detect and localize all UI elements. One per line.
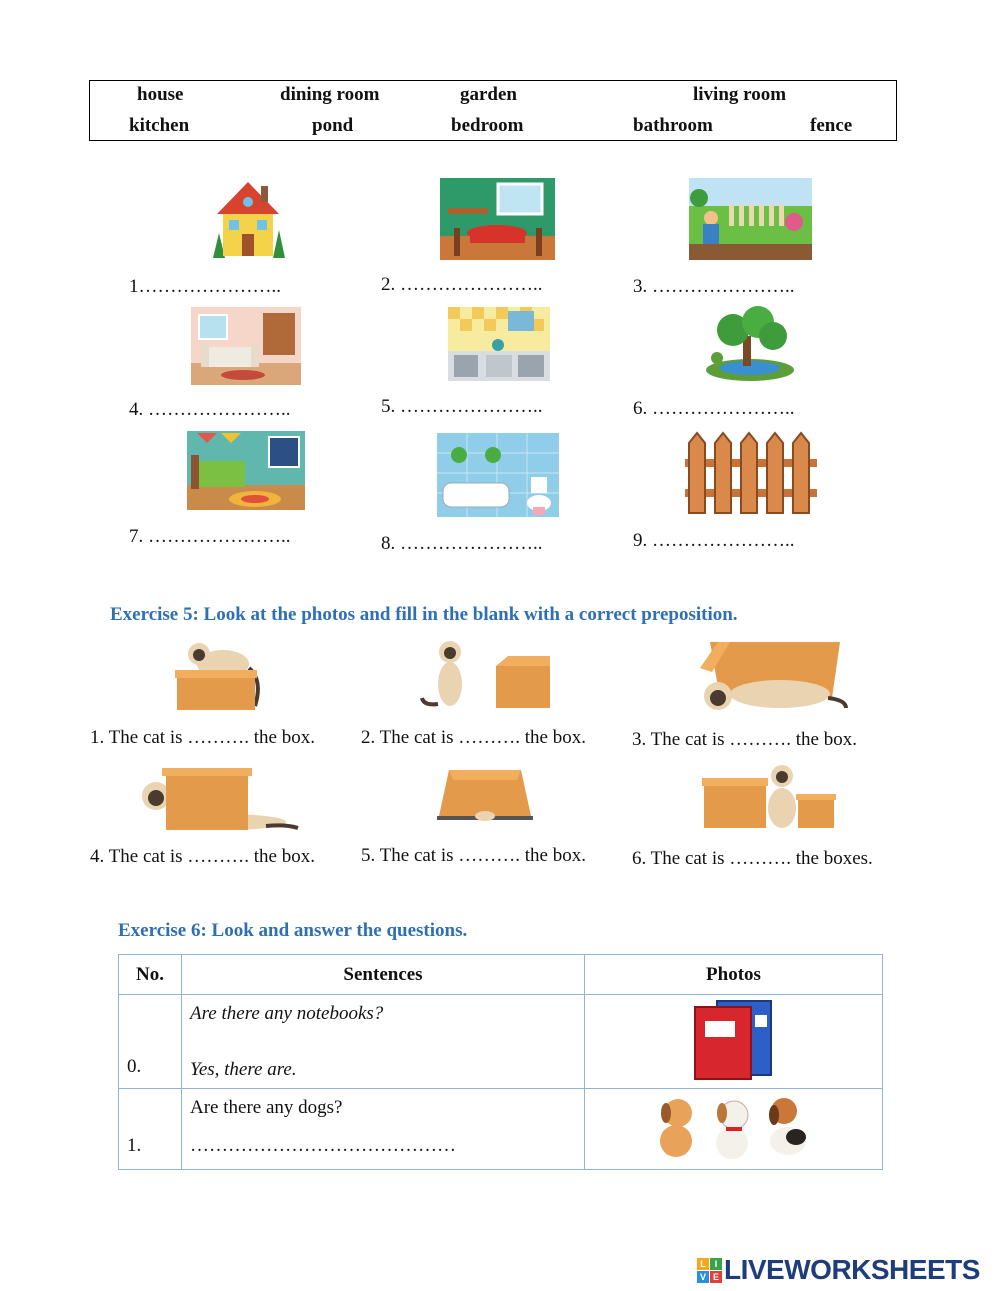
bathroom-picture	[437, 433, 559, 517]
room-label-3[interactable]: 3. …………………..	[633, 276, 795, 297]
house-picture	[209, 178, 287, 258]
word-dining-room: dining room	[280, 84, 380, 105]
living-room-picture	[191, 307, 301, 385]
header-sentences: Sentences	[182, 955, 585, 995]
garden-picture	[689, 178, 812, 260]
kitchen-picture	[448, 307, 550, 381]
row-0-photo	[585, 995, 883, 1089]
table-row	[119, 1089, 883, 1170]
exercise5-sentence-1[interactable]: 1. The cat is ………. the box.	[90, 727, 315, 748]
row-1-question: Are there any dogs?	[190, 1097, 343, 1118]
cat-in-box-picture	[175, 640, 265, 712]
room-label-7[interactable]: 7. …………………..	[129, 526, 291, 547]
word-kitchen: kitchen	[129, 115, 190, 136]
cat-next-to-box-picture	[420, 640, 552, 710]
row-0-no: 0.	[119, 995, 182, 1089]
liveworksheets-logo	[697, 1254, 980, 1286]
room-label-2[interactable]: 2. …………………..	[381, 274, 543, 295]
cat-inside-box-picture	[437, 768, 533, 824]
exercise5-sentence-6[interactable]: 6. The cat is ………. the boxes.	[632, 848, 873, 869]
word-house: house	[137, 84, 184, 105]
room-label-9[interactable]: 9. …………………..	[633, 530, 795, 551]
row-1-answer-blank[interactable]: ……………………………………	[190, 1135, 456, 1156]
word-fence: fence	[810, 115, 853, 136]
exercise6-table	[118, 954, 883, 1170]
room-label-8[interactable]: 8. …………………..	[381, 533, 543, 554]
logo-letter-e: E	[710, 1271, 722, 1283]
room-label-6[interactable]: 6. …………………..	[633, 398, 795, 419]
room-label-5[interactable]: 5. …………………..	[381, 396, 543, 417]
room-label-1[interactable]: 1…………………..	[129, 276, 281, 297]
table-row	[119, 995, 883, 1089]
room-label-4[interactable]: 4. …………………..	[129, 399, 291, 420]
logo-letter-l: L	[697, 1258, 709, 1270]
exercise5-sentence-3[interactable]: 3. The cat is ………. the box.	[632, 729, 857, 750]
logo-brand-text: LIVEWORKSHEETS	[724, 1254, 980, 1285]
pond-picture	[703, 306, 797, 382]
row-1-sentence	[182, 1089, 585, 1170]
exercise6-title: Exercise 6: Look and answer the questions.	[118, 920, 468, 941]
logo-letter-i: I	[710, 1258, 722, 1270]
word-garden: garden	[460, 84, 517, 105]
row-1-no: 1.	[119, 1089, 182, 1170]
header-no: No.	[119, 955, 182, 995]
cat-between-boxes-picture	[702, 762, 836, 830]
logo-letter-v: V	[697, 1271, 709, 1283]
word-living-room: living room	[693, 84, 787, 105]
fence-picture	[685, 431, 817, 515]
cat-under-box-picture	[690, 638, 850, 714]
logo-mark-icon	[697, 1258, 722, 1283]
word-bedroom: bedroom	[451, 115, 524, 136]
exercise5-sentence-2[interactable]: 2. The cat is ………. the box.	[361, 727, 586, 748]
bedroom-picture	[187, 431, 305, 510]
row-0-sentence	[182, 995, 585, 1089]
word-pond: pond	[312, 115, 354, 136]
row-0-question: Are there any notebooks?	[190, 1003, 384, 1024]
row-0-answer: Yes, there are.	[190, 1059, 297, 1080]
notebooks-picture	[691, 999, 777, 1081]
exercise5-title: Exercise 5: Look at the photos and fill in the blank with a correct preposition.	[110, 604, 738, 625]
header-photos: Photos	[585, 955, 883, 995]
word-bathroom: bathroom	[633, 115, 713, 136]
dogs-picture	[654, 1091, 814, 1161]
cat-behind-box-picture	[136, 766, 300, 832]
exercise5-sentence-4[interactable]: 4. The cat is ………. the box.	[90, 846, 315, 867]
row-1-photo	[585, 1089, 883, 1170]
word-bank-box	[89, 80, 897, 141]
table-header-row	[119, 955, 883, 995]
exercise5-sentence-5[interactable]: 5. The cat is ………. the box.	[361, 845, 586, 866]
dining-room-picture	[440, 178, 555, 260]
